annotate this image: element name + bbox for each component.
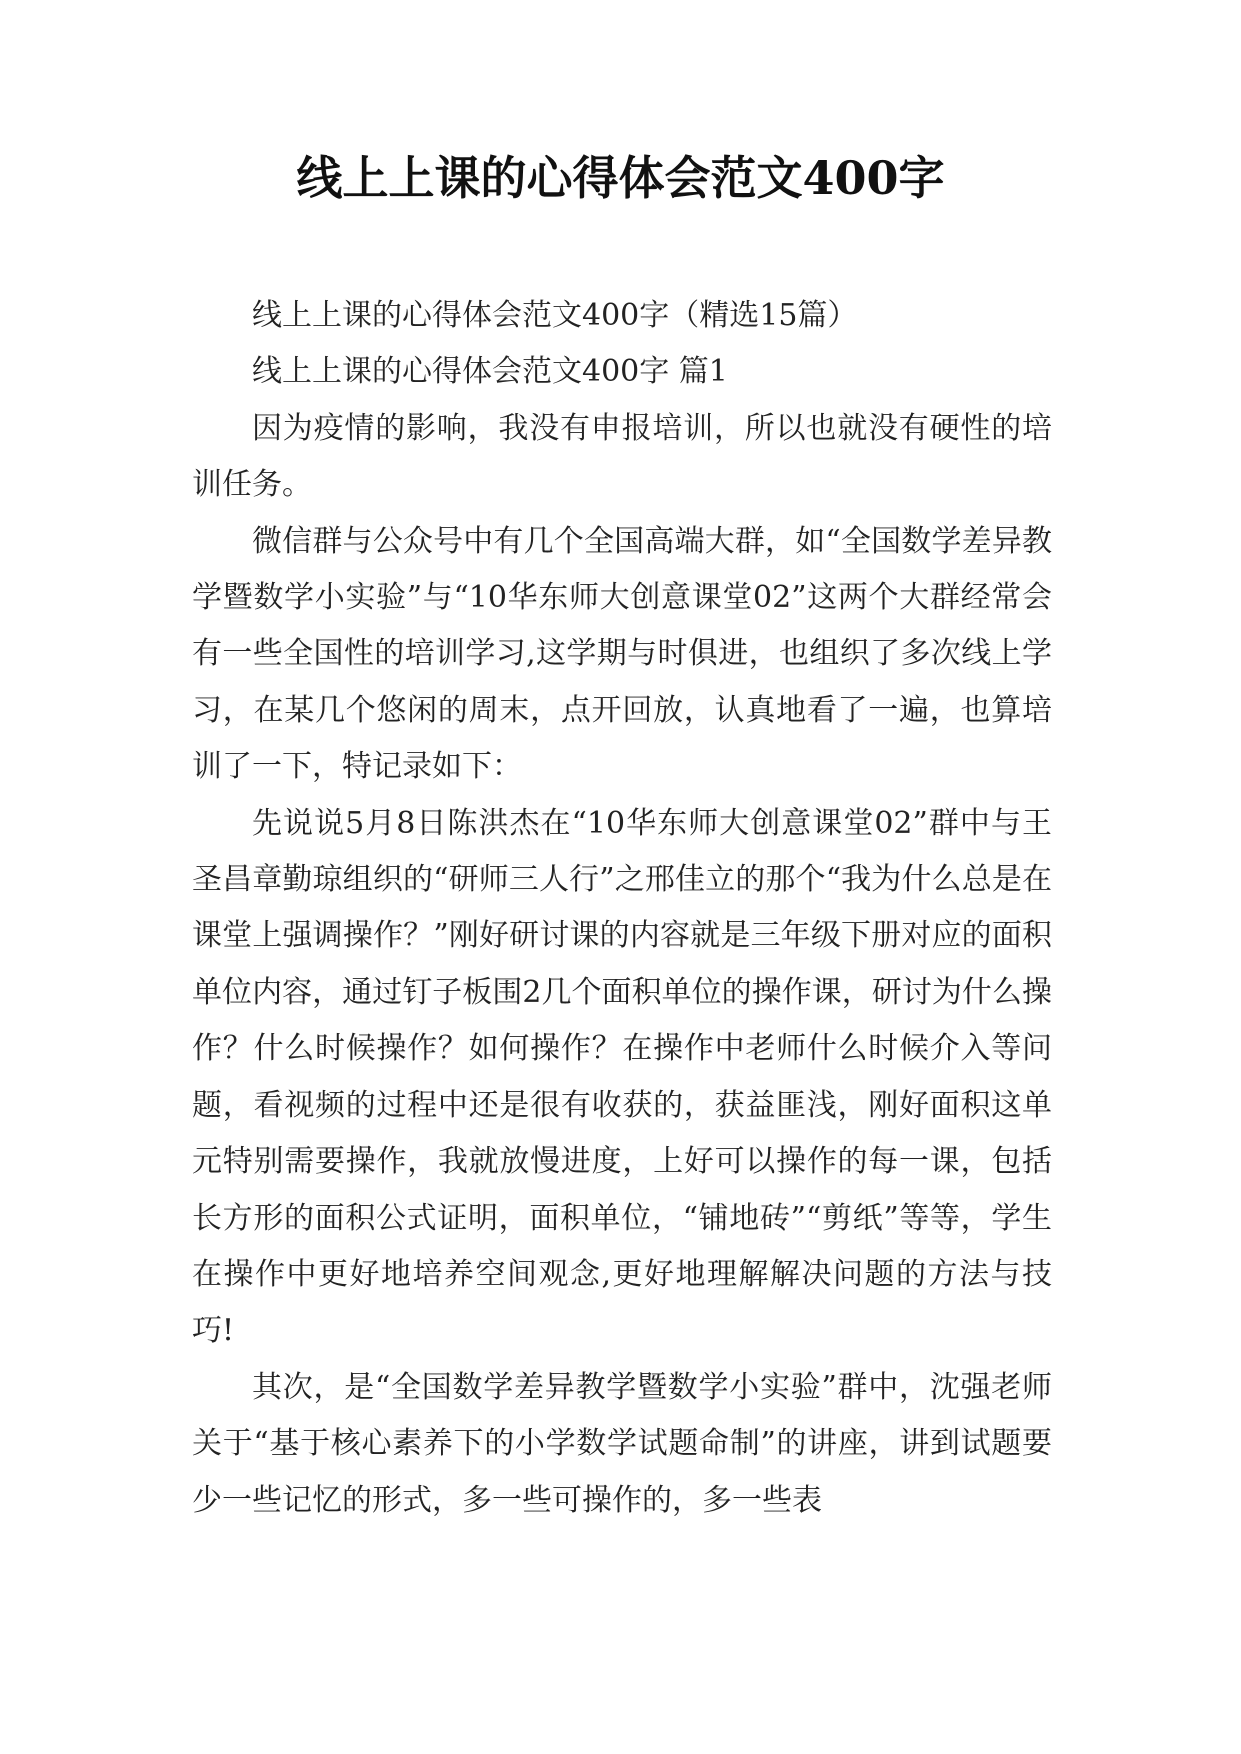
subtitle-paragraph: 线上上课的心得体会范文400字（精选15篇） <box>252 298 858 333</box>
body-paragraph: 因为疫情的影响，我没有申报培训，所以也就没有硬性的培训任务。 <box>192 410 1052 503</box>
section-heading: 线上上课的心得体会范文400字 篇1 <box>252 354 728 390</box>
document-body <box>192 288 1052 1529</box>
body-paragraph: 其次，是“全国数学差异教学暨数学小实验”群中，沈强老师关于“基于核心素养下的小学数学试题命制”的讲座，讲到试题要少一些记忆的形式，多一些可操作的，多一些表 <box>192 1369 1052 1518</box>
body-paragraph: 先说说5月8日陈洪杰在“10华东师大创意课堂02”群中与王圣昌章勤琼组织的“研师三人行”之邢佳立的那个“我为什么总是在课堂上强调操作？”刚好研讨课的内容就是三年级下册对应的面积单位内容，通过钉子板围2几个面积单位的操作课，研讨为什么操作？什么时候操作？如何操作？在操作中老师什么时候介入等问题，看视频的过程中还是很有收获的，获益匪浅，刚好面积这单元特别需要操作，我就放慢进度，上好可以操作的每一课，包括长方形的面积公式证明，面积单位，“铺地砖”“剪纸”等等，学生在操作中更好地培养空间观念,更好地理解解决问题的方法与技巧! <box>192 805 1052 1349</box>
body-paragraph: 微信群与公众号中有几个全国高端大群，如“全国数学差异教学暨数学小实验”与“10华东师大创意课堂02”这两个大群经常会有一些全国性的培训学习,这学期与时俱进，也组织了多次线上学习，在某几个悠闲的周末，点开回放，认真地看了一遍，也算培训了一下，特记录如下： <box>192 523 1052 785</box>
document-title: 线上上课的心得体会范文400字 <box>296 151 945 205</box>
